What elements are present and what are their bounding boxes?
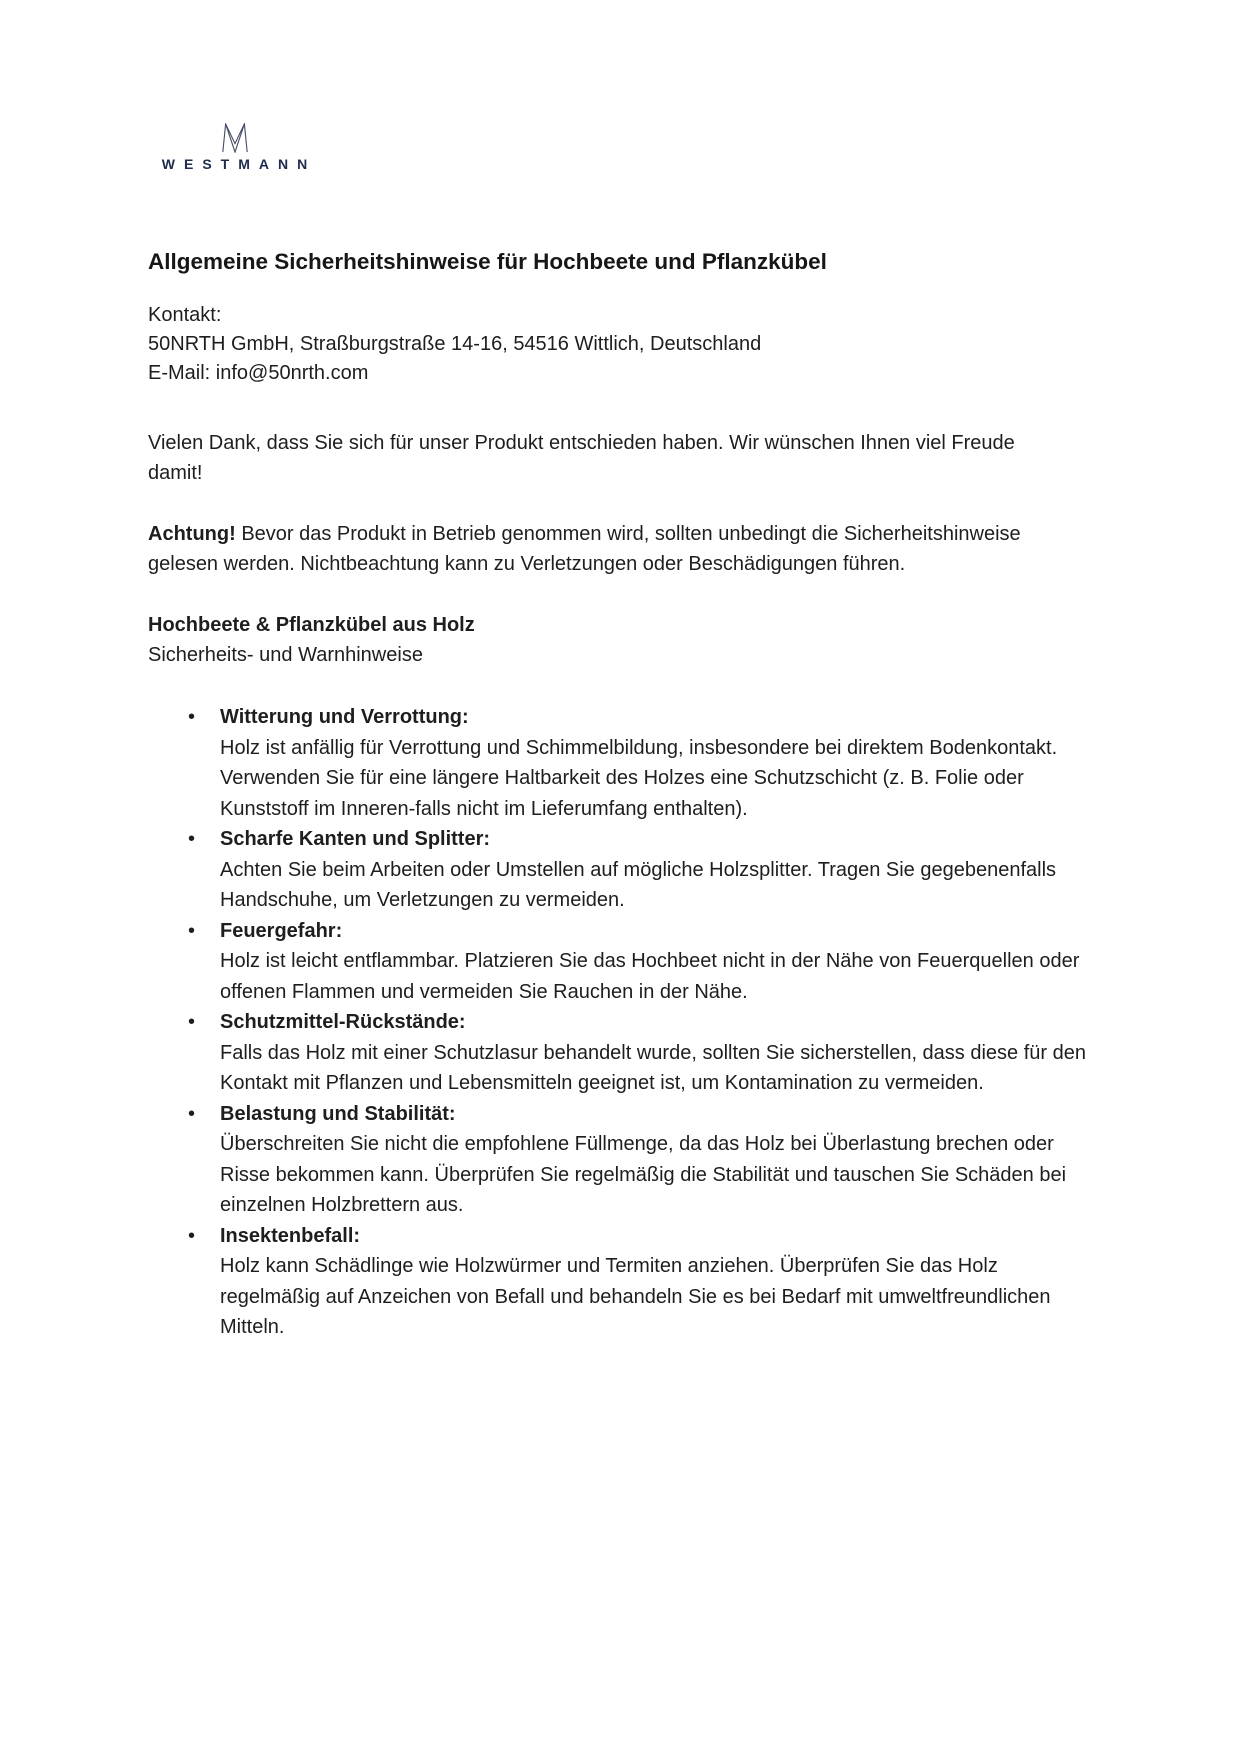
- bullet-text: Achten Sie beim Arbeiten oder Umstellen auf mögliche Holzsplitter. Tragen Sie gegebenenfalls Handschuhe, um Verletzungen zu vermeiden.: [220, 858, 1057, 911]
- bullet-title: Schutzmittel-Rückstände:: [220, 1011, 466, 1033]
- bullet-icon: •: [188, 828, 196, 850]
- list-item: [148, 702, 1100, 824]
- section-heading: Hochbeete & Pflanzkübel aus Holz: [148, 614, 475, 636]
- bullet-title: Insektenbefall:: [220, 1224, 361, 1247]
- section-header: [148, 610, 1030, 670]
- section-subheading: Sicherheits- und Warnhinweise: [148, 644, 423, 666]
- bullet-text: Holz kann Schädlinge wie Holzwürmer und Termiten anziehen. Überprüfen Sie das Holz regelmäßig auf Anzeichen von Befall und behandeln Sie es bei Bedarf mit umweltfreundlichen Mitteln.: [220, 1255, 1051, 1338]
- contact-block: [148, 301, 1048, 388]
- bullet-title: Scharfe Kanten und Splitter:: [220, 828, 491, 850]
- bullet-text: Holz ist leicht entflammbar. Platzieren Sie das Hochbeet nicht in der Nähe von Feuerquellen oder offenen Flammen und vermeiden Sie Rauchen in der Nähe.: [220, 950, 1080, 1003]
- westmann-logo: [157, 123, 317, 172]
- contact-label: Kontakt:: [148, 304, 222, 326]
- bullet-text: Falls das Holz mit einer Schutzlasur behandelt wurde, sollten Sie sicherstellen, dass diese für den Kontakt mit Pflanzen und Lebensmitteln geeignet ist, um Kontamination zu vermeiden.: [220, 1041, 1086, 1094]
- list-item: [148, 1099, 1100, 1221]
- intro-paragraph: Vielen Dank, dass Sie sich für unser Produkt entschieden haben. Wir wünschen Ihnen viel Freude damit!: [148, 432, 1015, 484]
- bullet-icon: •: [188, 1102, 196, 1125]
- list-item: [148, 1007, 1100, 1099]
- contact-address: 50NRTH GmbH, Straßburgstraße 14-16, 54516 Wittlich, Deutschland: [148, 333, 762, 355]
- bullet-title: Feuergefahr:: [220, 919, 343, 942]
- list-item: [148, 916, 1100, 1008]
- bullet-icon: •: [188, 1224, 196, 1247]
- bullet-title: Witterung und Verrottung:: [220, 706, 469, 728]
- brand-wordmark: WESTMANN: [161, 156, 317, 172]
- bullet-icon: •: [188, 1011, 196, 1033]
- page-title: Allgemeine Sicherheitshinweise für Hochbeete und Pflanzkübel: [148, 249, 827, 274]
- warning-paragraph: [148, 519, 1030, 579]
- westmann-monogram-icon: [219, 123, 251, 153]
- contact-email: E-Mail: info@50nrth.com: [148, 362, 369, 384]
- bullet-icon: •: [188, 919, 196, 942]
- bullet-text: Überschreiten Sie nicht die empfohlene Füllmenge, da das Holz bei Überlastung brechen oder Risse bekommen kann. Überprüfen Sie regelmäßig die Stabilität und tauschen Sie Schäden bei einzelnen Holzbrettern aus.: [220, 1133, 1067, 1216]
- list-item: [148, 1221, 1100, 1343]
- bullet-text: Holz ist anfällig für Verrottung und Schimmelbildung, insbesondere bei direktem Bodenkontakt. Verwenden Sie für eine längere Haltbarkeit des Holzes eine Schutzschicht (z. B. Folie oder Kunststoff im Inneren-falls nicht im Lieferumfang enthalten).: [220, 736, 1058, 820]
- warning-text: Bevor das Produkt in Betrieb genommen wird, sollten unbedingt die Sicherheitshinweise gelesen werden. Nichtbeachtung kann zu Verletzungen oder Beschädigungen führen.: [148, 523, 1021, 575]
- bullet-title: Belastung und Stabilität:: [220, 1102, 456, 1125]
- warning-label: Achtung!: [148, 523, 236, 545]
- bullet-icon: •: [188, 706, 196, 728]
- safety-notes-list: [148, 702, 1110, 1343]
- list-item: [148, 824, 1100, 916]
